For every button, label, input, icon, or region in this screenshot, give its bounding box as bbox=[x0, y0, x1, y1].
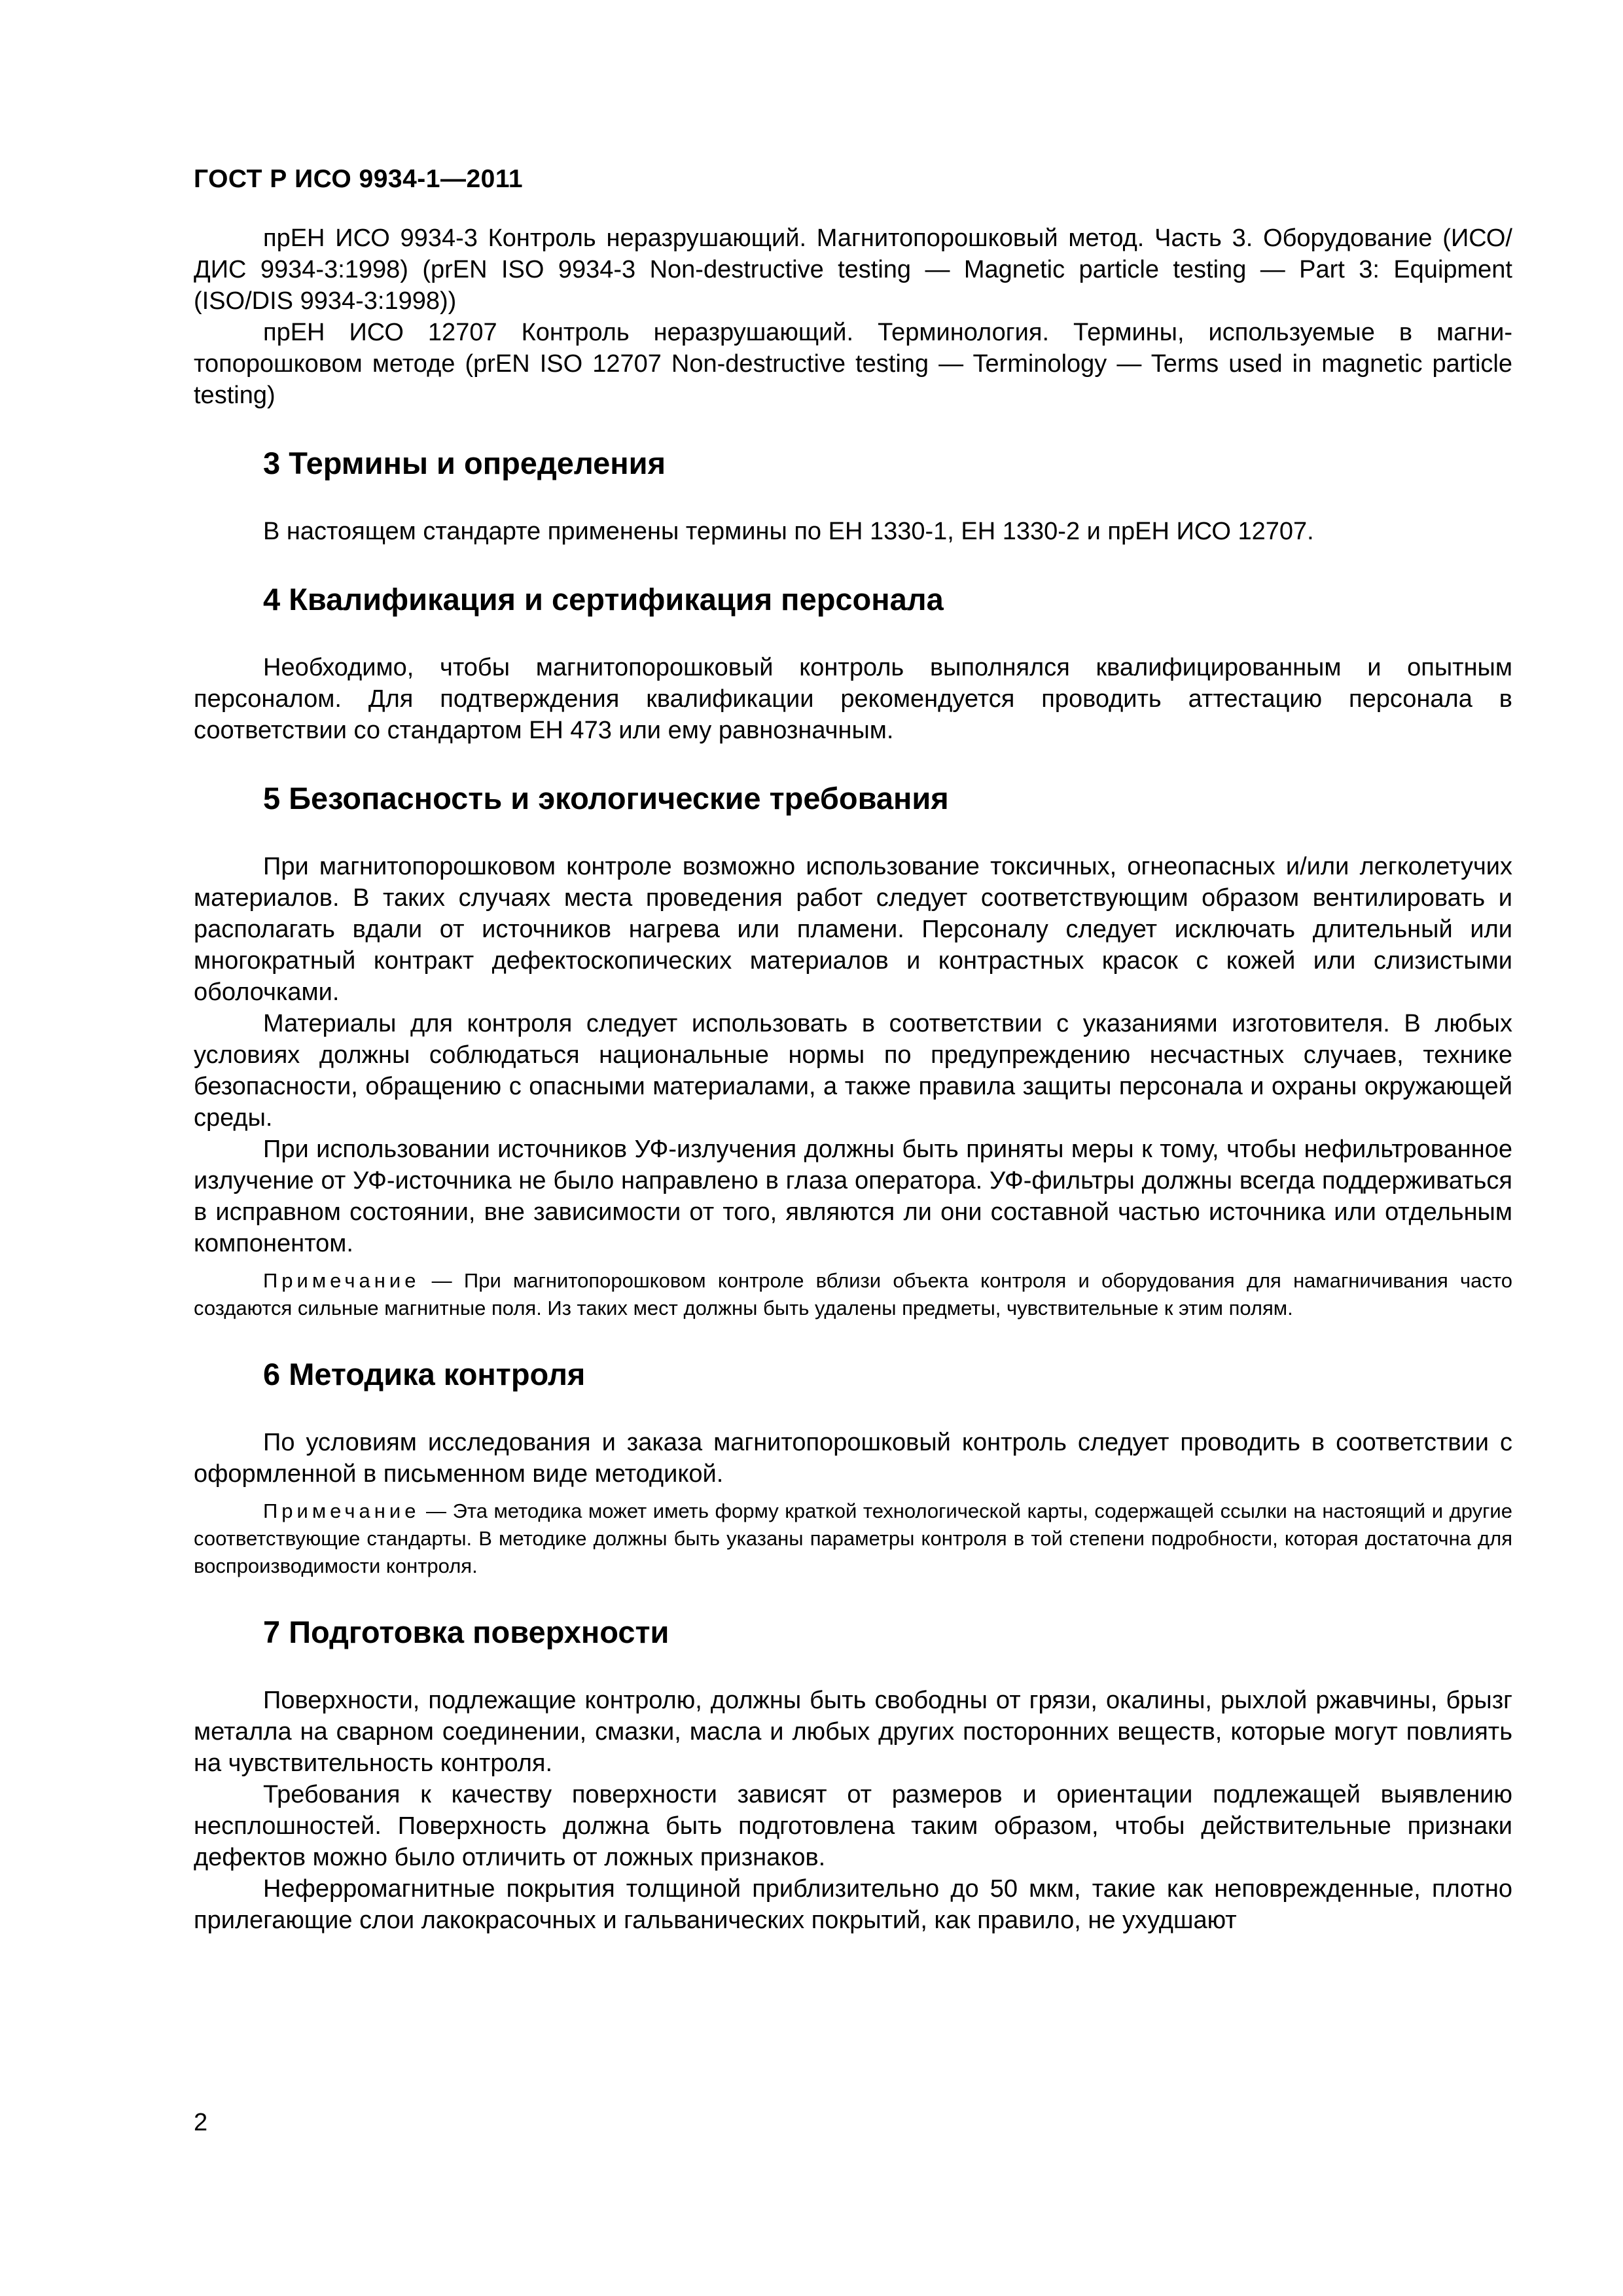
section-6-paragraph: По условиям исследования и заказа магнитопорошковый контроль следует проводить в соответствии с оформленной в письменном виде методикой. bbox=[194, 1429, 1512, 1488]
section-5-paragraph: При магнитопорошковом контроле возможно использование токсичных, огнеопасных и/или легколетучих материалов. В таких случаях места проведения работ следует соответствующим образом вентилировать и располагать вдали от источников нагрева или пламени. Персоналу следует исключать длительный или многократный контракт дефектоскопических материалов и контрастных красок с кожей или слизистыми оболочками. bbox=[194, 853, 1512, 1006]
note-text: — При магнитопорошковом контроле вблизи объекта контроля и оборудования для намагничивания часто создаются сильные магнитные поля. Из таких мест должны быть удалены предметы, чувствительные к этим полям. bbox=[194, 1269, 1512, 1319]
section-3-paragraph: В настоящем стандарте применены термины по ЕН 1330-1, ЕН 1330-2 и прЕН ИСО 12707. bbox=[263, 518, 1314, 545]
document-header: ГОСТ Р ИСО 9934-1—2011 bbox=[194, 165, 524, 193]
section-7-heading: 7 Подготовка поверхности bbox=[263, 1615, 669, 1649]
section-7-paragraph: Неферромагнитные покрытия толщиной приблизительно до 50 мкм, такие как неповрежденные, плотно прилегающие слои лакокрасочных и гальванических покрытий, как правило, не ухудшают bbox=[194, 1875, 1512, 1934]
note-label: Примечание bbox=[263, 1499, 420, 1522]
reference-entry: прЕН ИСО 9934-3 Контроль неразрушающий. Магнитопорошковый метод. Часть 3. Оборудование (ИСО/ДИС 9934-3:1998) (prEN ISO 9934-3 Non-destructive testing — Magnetic particle testing — Part 3: Equipment (ISO/DIS 9934-3:1998)) bbox=[194, 224, 1512, 315]
document-body bbox=[194, 223, 1512, 1936]
note-label: Примечание bbox=[263, 1269, 420, 1292]
section-6-heading: 6 Методика контроля bbox=[263, 1357, 586, 1391]
section-6-note bbox=[194, 1498, 1512, 1580]
section-4-paragraph: Необходимо, чтобы магнитопорошковый контроль выполнялся квалифицированным и опытным персоналом. Для подтверждения квалификации рекомендуется проводить аттестацию персонала в соответствии со стандартом ЕН 473 или ему равнозначным. bbox=[194, 654, 1512, 744]
note-text: — Эта методика может иметь форму краткой технологической карты, содержащей ссылки на настоящий и другие соответствующие стандарты. В методике должны быть указаны параметры контроля в той степени подробности, которая достаточна для воспроизводимости контроля. bbox=[194, 1499, 1512, 1577]
section-4-heading: 4 Квалификация и сертификация персонала bbox=[263, 582, 944, 617]
section-7-paragraph: Поверхности, подлежащие контролю, должны быть свободны от грязи, окалины, рыхлой ржавчины, брызг металла на сварном соединении, смазки, масла и любых других посторонних веществ, которые могут повлиять на чувствительность контроля. bbox=[194, 1687, 1512, 1777]
section-5-heading: 5 Безопасность и экологические требования bbox=[263, 781, 949, 816]
section-5-paragraph: При использовании источников УФ-излучения должны быть приняты меры к тому, чтобы нефильтрованное излучение от УФ-источника не было направлено в глаза оператора. УФ-фильтры должны всегда поддерживаться в исправном состоянии, вне зависимости от того, являются ли они составной частью источника или отдельным компонентом. bbox=[194, 1136, 1512, 1257]
section-3-heading: 3 Термины и определения bbox=[263, 446, 666, 480]
section-5-paragraph: Материалы для контроля следует использовать в соответствии с указаниями изготовителя. В любых условиях должны соблюдаться национальные нормы по предупреждению несчастных случаев, технике безопасности, обращению с опасными материалами, а также правила защиты персонала и охраны окружающей среды. bbox=[194, 1010, 1512, 1132]
page-number: 2 bbox=[194, 2109, 208, 2136]
reference-entry: прЕН ИСО 12707 Контроль неразрушающий. Терминология. Термины, используемые в магнитопорошковом методе (prEN ISO 12707 Non-destructive testing — Terminology — Terms used in magnetic particle testing) bbox=[194, 319, 1512, 409]
section-5-note bbox=[194, 1267, 1512, 1322]
section-7-paragraph: Требования к качеству поверхности зависят от размеров и ориентации подлежащей выявлению несплошностей. Поверхность должна быть подготовлена таким образом, чтобы действительные признаки дефектов можно было отличить от ложных признаков. bbox=[194, 1781, 1512, 1871]
